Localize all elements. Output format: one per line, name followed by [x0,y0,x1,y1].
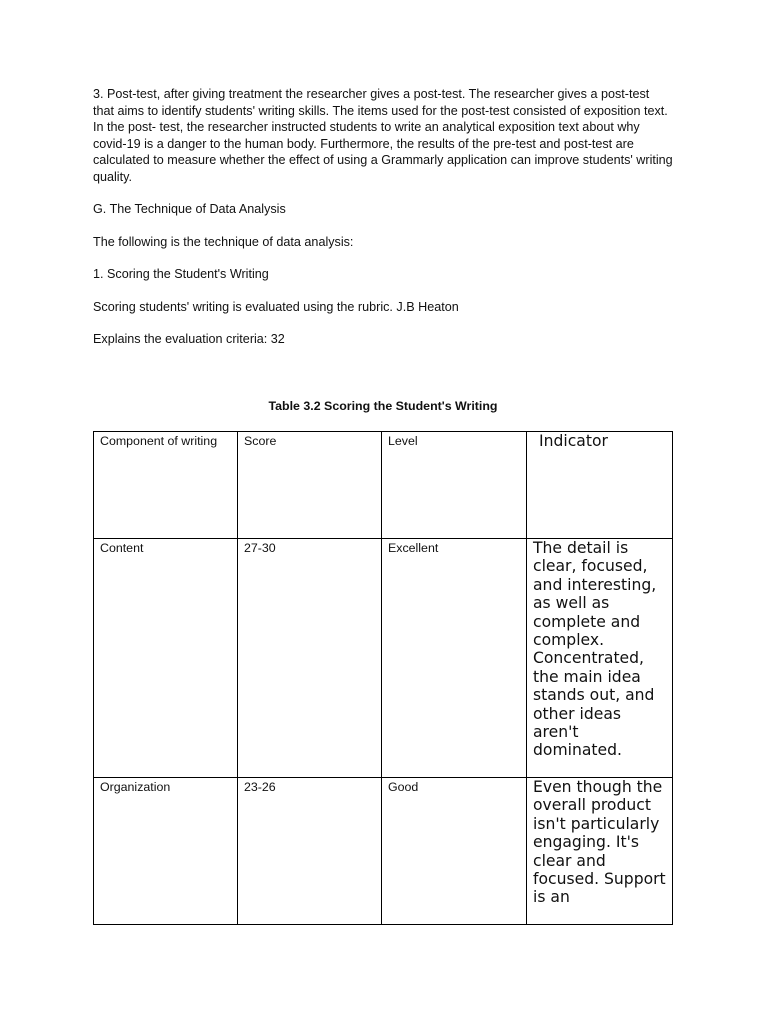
header-cell [527,432,673,539]
table-row [94,778,673,925]
header-level: Level [388,434,418,448]
subsection-heading: 1. Scoring the Student's Writing [93,267,269,281]
indicator-clip [527,778,672,924]
header-cell [238,432,382,539]
header-indicator: Indicator [539,432,608,450]
table-header-row [94,432,673,539]
table-cell [527,778,673,925]
table-cell [527,539,673,778]
table-cell [238,539,382,778]
header-cell [94,432,238,539]
section-heading: G. The Technique of Data Analysis [93,202,286,216]
row-score: 23-26 [244,780,276,794]
table-caption: Table 3.2 Scoring the Student's Writing [268,399,498,413]
row-level: Excellent [388,541,439,555]
table-cell [382,778,527,925]
header-component: Component of writing [100,434,218,448]
paragraph-post-test: 3. Post-test, after giving treatment the researcher gives a post-test. The researcher gives a post-test that aims to identify students' writing skills. The items used for the post-test consisted of exposition text. In the post- test, the researcher instructed students to write an analytical exposition text about why covid-19 is a danger to the human body. Furthermore, the results of the pre-test and post-test are calculated to measure whether the effect of using a Grammarly application can improve students' writing quality. [93,87,677,184]
document-body [93,86,677,364]
header-cell [382,432,527,539]
row-indicator: The detail is clear, focused, and interesting, as well as complete and complex. Concentrated, the main idea stands out, and other ideas aren't dominated. [533,539,657,760]
table-cell [238,778,382,925]
table-cell [94,778,238,925]
scoring-table [93,431,673,925]
row-level: Good [388,780,419,794]
table-cell [94,539,238,778]
row-component: Organization [100,780,171,794]
row-component: Content [100,541,144,555]
row-score: 27-30 [244,541,276,555]
table-row [94,539,673,778]
paragraph-rubric: Scoring students' writing is evaluated using the rubric. J.B Heaton [93,299,459,314]
paragraph-criteria: Explains the evaluation criteria: 32 [93,332,285,346]
paragraph-intro: The following is the technique of data analysis: [93,234,354,249]
table-cell [382,539,527,778]
row-indicator: Even though the overall product isn't particularly engaging. It's clear and focused. Support is an [533,778,666,907]
header-score: Score [244,434,277,448]
